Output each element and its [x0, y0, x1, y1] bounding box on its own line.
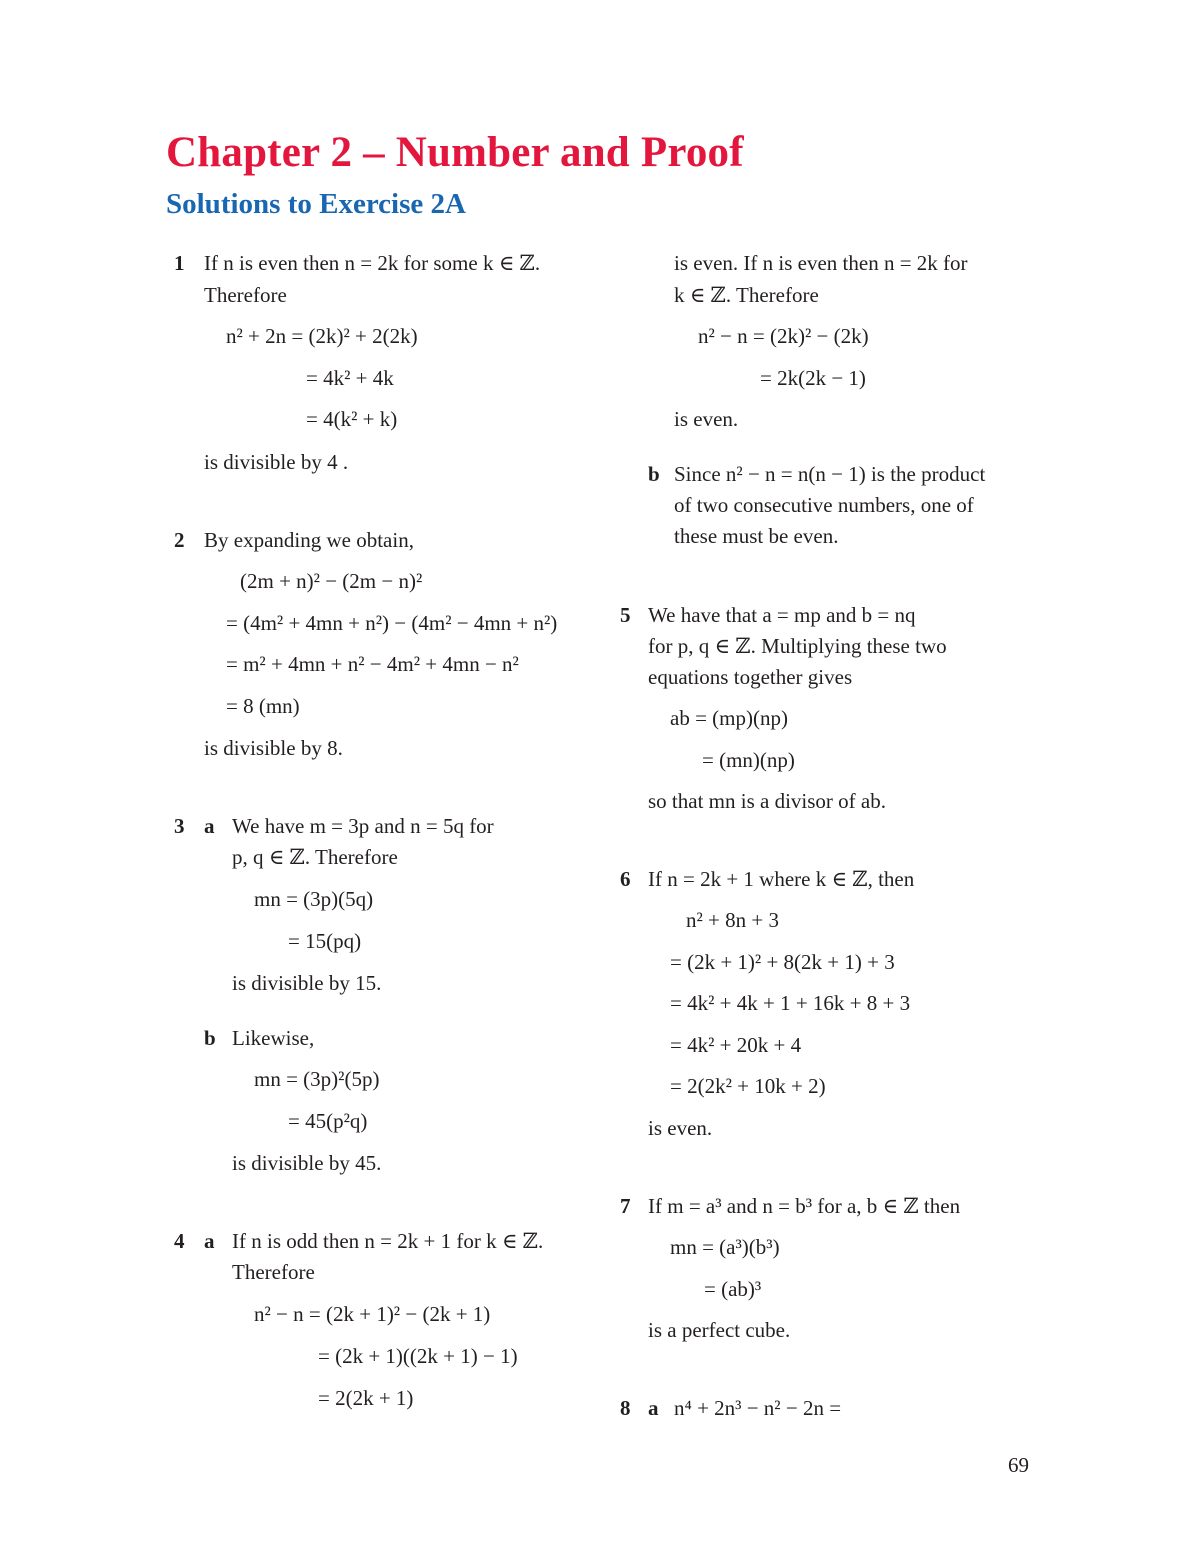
solution-line: If n is even then n = 2k for some k ∈ ℤ. [204, 251, 541, 275]
equation-line: n² + 8n + 3 [686, 908, 779, 932]
equation-line: mn = (3p)²(5p) [254, 1067, 380, 1091]
solution-line: If m = a³ and n = b³ for a, b ∈ ℤ then [648, 1194, 961, 1218]
equation-line: ab = (mp)(np) [670, 706, 788, 730]
solution-line: is divisible by 15. [232, 971, 382, 995]
solution-line: Since n² − n = n(n − 1) is the product [674, 462, 986, 486]
part-label-b: b [648, 462, 660, 486]
equation-line: = 8 (mn) [226, 694, 300, 718]
solution-line: If n is odd then n = 2k + 1 for k ∈ ℤ. [232, 1229, 544, 1253]
equation-line: = 4k² + 4k [306, 366, 394, 390]
equation-line: mn = (3p)(5q) [254, 887, 374, 911]
equation-line: mn = (a³)(b³) [670, 1235, 780, 1259]
equation-line: (2m + n)² − (2m − n)² [240, 569, 423, 593]
question-number: 7 [620, 1194, 631, 1218]
solution-line: We have m = 3p and n = 5q for [232, 814, 494, 838]
solution-line: is even. [648, 1116, 713, 1140]
question-number: 2 [174, 528, 185, 552]
page-number: 69 [1008, 1453, 1029, 1477]
solution-line: If n = 2k + 1 where k ∈ ℤ, then [648, 867, 915, 891]
equation-line: n² − n = (2k + 1)² − (2k + 1) [254, 1302, 491, 1326]
part-label-b: b [204, 1026, 216, 1050]
question-number: 3 [174, 814, 185, 838]
equation-line: = 2(2k² + 10k + 2) [670, 1074, 826, 1098]
equation-line: = 15(pq) [288, 929, 362, 953]
equation-line: = 45(p²q) [288, 1109, 368, 1133]
chapter-title: Chapter 2 – Number and Proof [166, 129, 744, 176]
question-number: 6 [620, 867, 631, 891]
solution-line: is a perfect cube. [648, 1318, 791, 1342]
equation-line: = (4m² + 4mn + n²) − (4m² − 4mn + n²) [226, 611, 558, 635]
solution-line: We have that a = mp and b = nq [648, 603, 916, 627]
solution-line: By expanding we obtain, [204, 528, 414, 552]
solution-line: is even. If n is even then n = 2k for [674, 251, 968, 275]
equation-line: = 4k² + 4k + 1 + 16k + 8 + 3 [670, 991, 911, 1015]
equation-line: n² + 2n = (2k)² + 2(2k) [226, 324, 418, 348]
solution-line: for p, q ∈ ℤ. Multiplying these two [648, 634, 947, 658]
solution-line: p, q ∈ ℤ. Therefore [232, 845, 398, 869]
equation-line: = 2k(2k − 1) [760, 366, 866, 390]
equation-line: = (2k + 1)((2k + 1) − 1) [318, 1344, 518, 1368]
question-number: 5 [620, 603, 631, 627]
section-title: Solutions to Exercise 2A [166, 188, 466, 220]
equation-line: = 2(2k + 1) [318, 1386, 414, 1410]
equation-line: = (2k + 1)² + 8(2k + 1) + 3 [670, 950, 895, 974]
solution-line: is even. [674, 407, 739, 431]
question-number: 4 [174, 1229, 185, 1253]
solution-line: is divisible by 8. [204, 736, 343, 760]
solution-line: is divisible by 4 . [204, 450, 349, 474]
equation-line: = 4(k² + k) [306, 407, 398, 431]
solution-line: so that mn is a divisor of ab. [648, 789, 886, 813]
solution-line: Therefore [204, 283, 287, 307]
solution-line: equations together gives [648, 665, 853, 689]
part-label-a: a [648, 1396, 659, 1420]
solution-line: of two consecutive numbers, one of [674, 493, 974, 517]
equation-line: = m² + 4mn + n² − 4m² + 4mn − n² [226, 652, 519, 676]
question-number: 8 [620, 1396, 631, 1420]
equation-line: = (mn)(np) [702, 748, 795, 772]
part-label-a: a [204, 814, 215, 838]
solution-line: Therefore [232, 1260, 315, 1284]
solution-line: these must be even. [674, 524, 839, 548]
question-number: 1 [174, 251, 185, 275]
equation-line: n² − n = (2k)² − (2k) [698, 324, 869, 348]
solution-line: k ∈ ℤ. Therefore [674, 283, 819, 307]
equation-line: n⁴ + 2n³ − n² − 2n = [674, 1396, 842, 1420]
solution-line: is divisible by 45. [232, 1151, 382, 1175]
equation-line: = 4k² + 20k + 4 [670, 1033, 802, 1057]
solution-line: Likewise, [232, 1026, 315, 1050]
equation-line: = (ab)³ [704, 1277, 762, 1301]
part-label-a: a [204, 1229, 215, 1253]
